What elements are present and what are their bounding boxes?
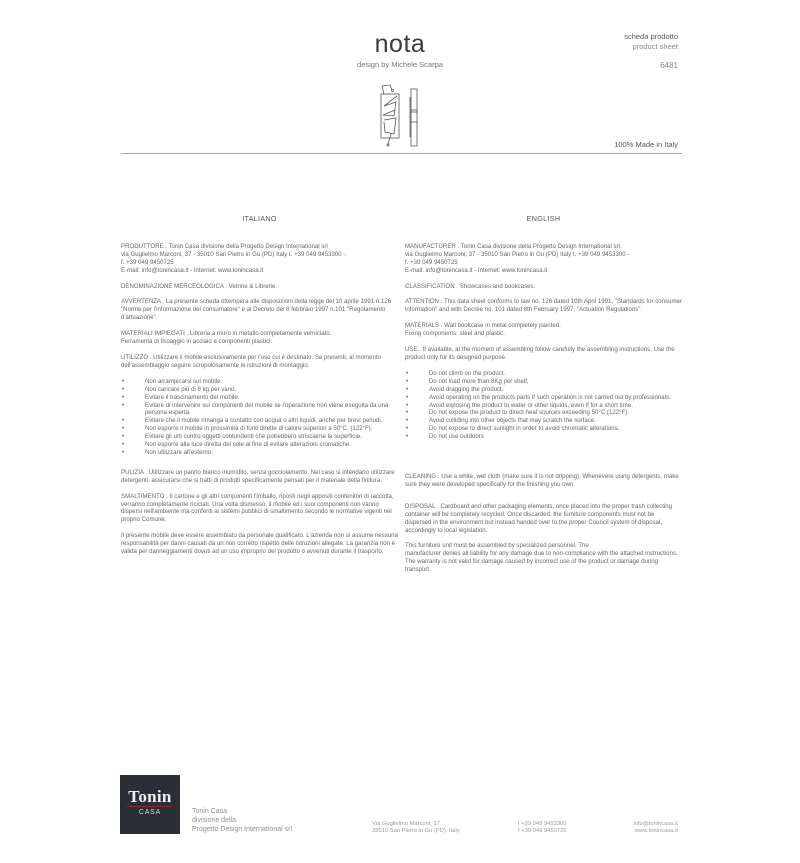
list-item: • Non utilizzare all'esterno. [121,449,398,457]
use-section-en [405,346,682,362]
warning-section [121,298,398,322]
footer-company [192,808,292,834]
materials-label-en: MATERIALS [405,322,440,330]
list-item: • Non arrampicarsi sul mobile. [121,378,398,386]
cleaning-text-en: . Use a white, wet cloth (make sure it is not dripping). Whenevere using detergents, make sure they were developed specifically for the finishing you own. [405,473,679,488]
cleaning-text: . Utilizzare un panno bianco inumidito, senza gocciolamento. Nel caso si intendano utilizzare detergenti, assicurarsi che si tratti di prodotti specificamente pensati per il materiale della finitura. [121,468,395,484]
company-parent: Progetto Design International srl [192,825,292,833]
producer-fax: f. +39 049 9450725 [121,258,174,266]
product-title: nota [374,30,426,58]
manufacturer-contacts: E-mail: info@tonincasa.it - Internet: www.tonincasa.it [405,266,548,274]
use-text: . Utilizzare il mobile esclusivamente per l'uso cui è destinato. Se presenti, al momento dell'assemblaggio seguire scrupolosamente le istruzioni di montaggio. [121,353,381,369]
producer-text: . Tonin Casa divisione della Progetto Design International srl [163,242,328,250]
address-street: Via Guglielmo Marconi, 37 [372,821,440,827]
disposal-text-en: . Cardboard and other packaging elements, once placed into the proper trash collecting container will be completely recycled. Once discarded, the furniture components must not be dispersed in the environment but instead handed over to the proper Council system of disposal, accordingly to local legislation. [405,502,673,534]
producer-label: PRODUTTORE [121,242,164,250]
attention-label: ATTENTION [405,298,440,306]
materials-text-en: . Wall bookcase in metal completely painted. [439,322,561,330]
company-division: divisione della [192,816,236,824]
manufacturer-label: MANUFACTURER [405,242,456,250]
classification-label: DENOMINAZIONE MERCEOLOGICA [121,282,224,290]
list-item: • Evitare che il mobile rimanga a contatto con acqua o altri liquidi, anche per brevi periodi. [121,417,398,425]
materials-text: . Libreria a muro in metallo completamente verniciato. [184,330,332,338]
warning-text: . La presente scheda ottempera alle disposizioni della legge del 10 aprile 1991 n.126 "Norme per l'informazione del consumatore" e al Decreto del 8 febbraio 1997 n.101 "Regolamento d'attuazione". [121,298,392,322]
list-item: • Evitare gli urti contro oggetti contundenti che potrebbero strisciarne la superficie. [121,433,398,441]
list-item: • Avoid dragging the product. [405,386,682,394]
attention-text: . This data sheet conforms to law no. 126 dated 10th April 1991, "Standards for consumer information" and with Decree no. 101 dated 8th February 1997, "Actuation Regulations". [405,298,682,314]
producer-section [121,243,398,275]
attention-section [405,298,682,314]
list-item: • Evitare il trascinamento del mobile. [121,394,398,402]
assembly-line-1: This furniture unit must be assembled by specialized personnel. The [405,542,589,550]
warning-label: AVVERTENZA [121,298,161,306]
list-item: • Avoid operating on the products parts if such operation is not carried out by professionals. [405,394,682,402]
manufacturer-section [405,243,682,275]
producer-address: via Guglielmo Marconi, 37 - 35010 San Pietro in Gu (PD) Italy t. +39 049 9453300 - [121,250,346,258]
logo-brand: Tonin [128,787,172,806]
list-item: • Do not climb on the product. [405,370,682,378]
materials-text-2-en: Fixing components: steel and plastic. [405,330,505,338]
sheet-label-it: scheda prodotto [624,32,678,41]
english-column [405,215,682,582]
use-label-en: USE [405,346,418,354]
cleaning-label: PULIZIA [121,468,144,476]
materials-section-en [405,322,682,338]
classification-label-en: CLASSIFICATION [405,282,455,290]
cleaning-section-en [405,473,682,489]
classification-text: . Vetrine & Librerie. [223,282,278,290]
list-item: • Do not use outdoors [405,433,682,441]
spacer [405,449,682,461]
list-item: • Non esporre il mobile in prossimità di fonti dirette di calore superiori a 50°C. (122°F). [121,425,398,433]
list-item: • Non caricare più di 8 kg per vano. [121,386,398,394]
use-section [121,354,398,370]
tonin-casa-logo [120,775,180,834]
logo-sub: CASA [138,809,162,816]
disposal-text: . Il cartone e gli altri componenti l'imballo, riposti negli appositi contenitori di raccolta, verranno completamente riciclati. Una volta dismesso, il mobile ed i suoi componenti non vanno dispersi nell'ambiente ma conferiti ai sistemi pubblici di smaltimento secondo le normative vigenti nel proprio Comune. [121,492,394,524]
manufacturer-address: via Guglielmo Marconi, 37 - 35010 San Pietro in Gu (PD) Italy t. +39 049 9453300 - [405,250,630,258]
assembly-line-2: manufacturer denies all liability for any damage due to non-compliance with the attached instructions. The warranty is not valid for damage caused by incorrect use of the product or damage during transport. [405,550,678,574]
assembly-notice-en [405,542,682,574]
disposal-section-en [405,503,682,535]
company-name: Tonin Casa [192,808,228,815]
footer-phone [518,821,567,835]
use-text-en: . If available, at the moment of assembling follow carefully the assembling instructions. Use the product only for its designed purpose. [405,346,675,361]
sheet-label [624,32,678,71]
email-link[interactable]: info@tonincasa.it [633,821,678,827]
disposal-label-en: DISPOSAL [405,502,436,510]
designer-credit: design by Michele Scarpa [357,60,443,69]
sheet-label-en: product sheet [632,42,678,51]
product-code: 6481 [660,61,678,70]
cleaning-section [121,469,398,485]
list-item: • Do not expose the product to direct heat sources exceeding 50°C (122°F). [405,409,682,417]
logo-accent-rule [127,806,173,807]
header-divider [121,153,682,154]
address-city: 35010 San Pietro in Gu (PD), Italy [372,828,460,834]
italian-column [121,215,398,564]
fax-number: f +39 049 9450725 [518,828,567,834]
producer-contacts: E-mail: info@tonincasa.it - Internet: www.tonincasa.it [121,266,264,274]
phone-number: t +39 049 9453300 [518,821,567,827]
materials-label: MATERIALI IMPIEGATI [121,330,185,338]
disposal-label: SMALTIMENTO [121,492,165,500]
list-item: • Evitare di intervenire sui componenti del mobile se l'operazione non viene eseguita da una persona esperta. [121,402,398,418]
manufacturer-text: . Tonin Casa divisione della Progetto Design International srl [455,242,620,250]
classification-text-en: . Showcases and bookcases. [454,282,536,290]
english-heading: ENGLISH [526,214,561,223]
list-item: • Do not load more than 8Kg per shelf. [405,378,682,386]
classification-section-en [405,283,682,291]
footer-web [633,821,678,835]
use-label: UTILIZZO [121,353,149,361]
list-item: • Do not expose to direct sunlight in order to avoid chromatic alterations. [405,425,682,433]
classification-section [121,283,398,291]
materials-text-2: Ferramenta di fissaggio in acciaio e componenti plastici. [121,338,273,346]
usage-bullet-list [121,378,398,457]
made-in-italy: 100% Made in Italy [614,140,678,149]
disposal-section [121,493,398,525]
website-link[interactable]: www.tonincasa.it [634,828,678,834]
manufacturer-fax: f. +39 049 9450725 [405,258,458,266]
list-item: • Avoid colliding into other objects that may scratch the surface. [405,417,682,425]
cleaning-label-en: CLEANING [405,473,437,481]
usage-bullet-list-en [405,370,682,441]
list-item: • Non esporre alla luce diretta del sole al fine di evitare alterazioni cromatiche. [121,441,398,449]
assembly-notice: Il presente mobile deve essere assemblato da personale qualificato. L'azienda non si assume nessuna responsabilità per danni causati da un non corretto rispetto delle istruzioni allegate. La garanzia non è valida per danneggiamenti dovuti ad un uso improprio del prodotto o avvenuti durante il trasporto. [121,532,398,556]
italian-heading: ITALIANO [242,214,277,223]
footer-address [372,821,460,835]
list-item: • Avoid exposing the product to water or other liquids, even if for a short time. [405,402,682,410]
bookcase-drawing-icon [374,82,434,154]
materials-section [121,330,398,346]
